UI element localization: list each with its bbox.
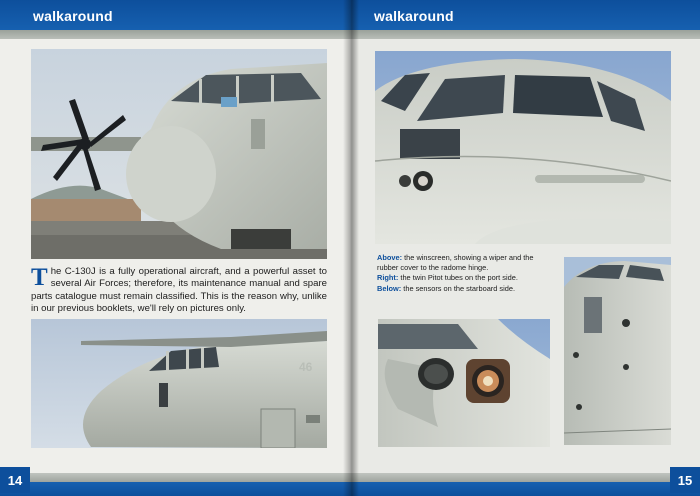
header-stripe: [0, 30, 350, 39]
tail-code: 46: [299, 360, 313, 374]
photo-captions: [377, 253, 542, 294]
page-number: 15: [670, 467, 700, 493]
photo-windscreen: [375, 51, 671, 244]
section-title: walkaround: [374, 8, 454, 24]
footer-bar: [350, 482, 700, 496]
intro-text: he C-130J is a fully operational aircraft, and a powerful asset to several Air Forces; therefore, its maintenance manual and spare parts catalogue must remain classified. This is the reason why, unlike in our previous booklets, we'll rely on pictures only.: [31, 266, 327, 315]
photo-sensors: [378, 319, 550, 447]
right-page: [350, 0, 700, 496]
header-stripe: [350, 30, 700, 39]
photo-pitot-tubes: [564, 257, 671, 445]
caption-below: Below: the sensors on the starboard side.: [377, 283, 516, 293]
caption-right: Right: the twin Pitot tubes on the port side.: [377, 273, 518, 283]
footer-bar: [0, 482, 350, 496]
intro-paragraph: [31, 266, 327, 316]
footer-stripe: [0, 473, 350, 482]
page-number: 14: [0, 467, 30, 493]
footer-stripe: [350, 473, 700, 482]
section-title: walkaround: [33, 8, 113, 24]
photo-aircraft-front: [31, 49, 327, 259]
caption-above: Above: the winscreen, showing a wiper and the rubber cover to the radome hinge.: [377, 253, 534, 273]
drop-cap: T: [31, 264, 48, 291]
photo-aircraft-side: [31, 319, 327, 448]
